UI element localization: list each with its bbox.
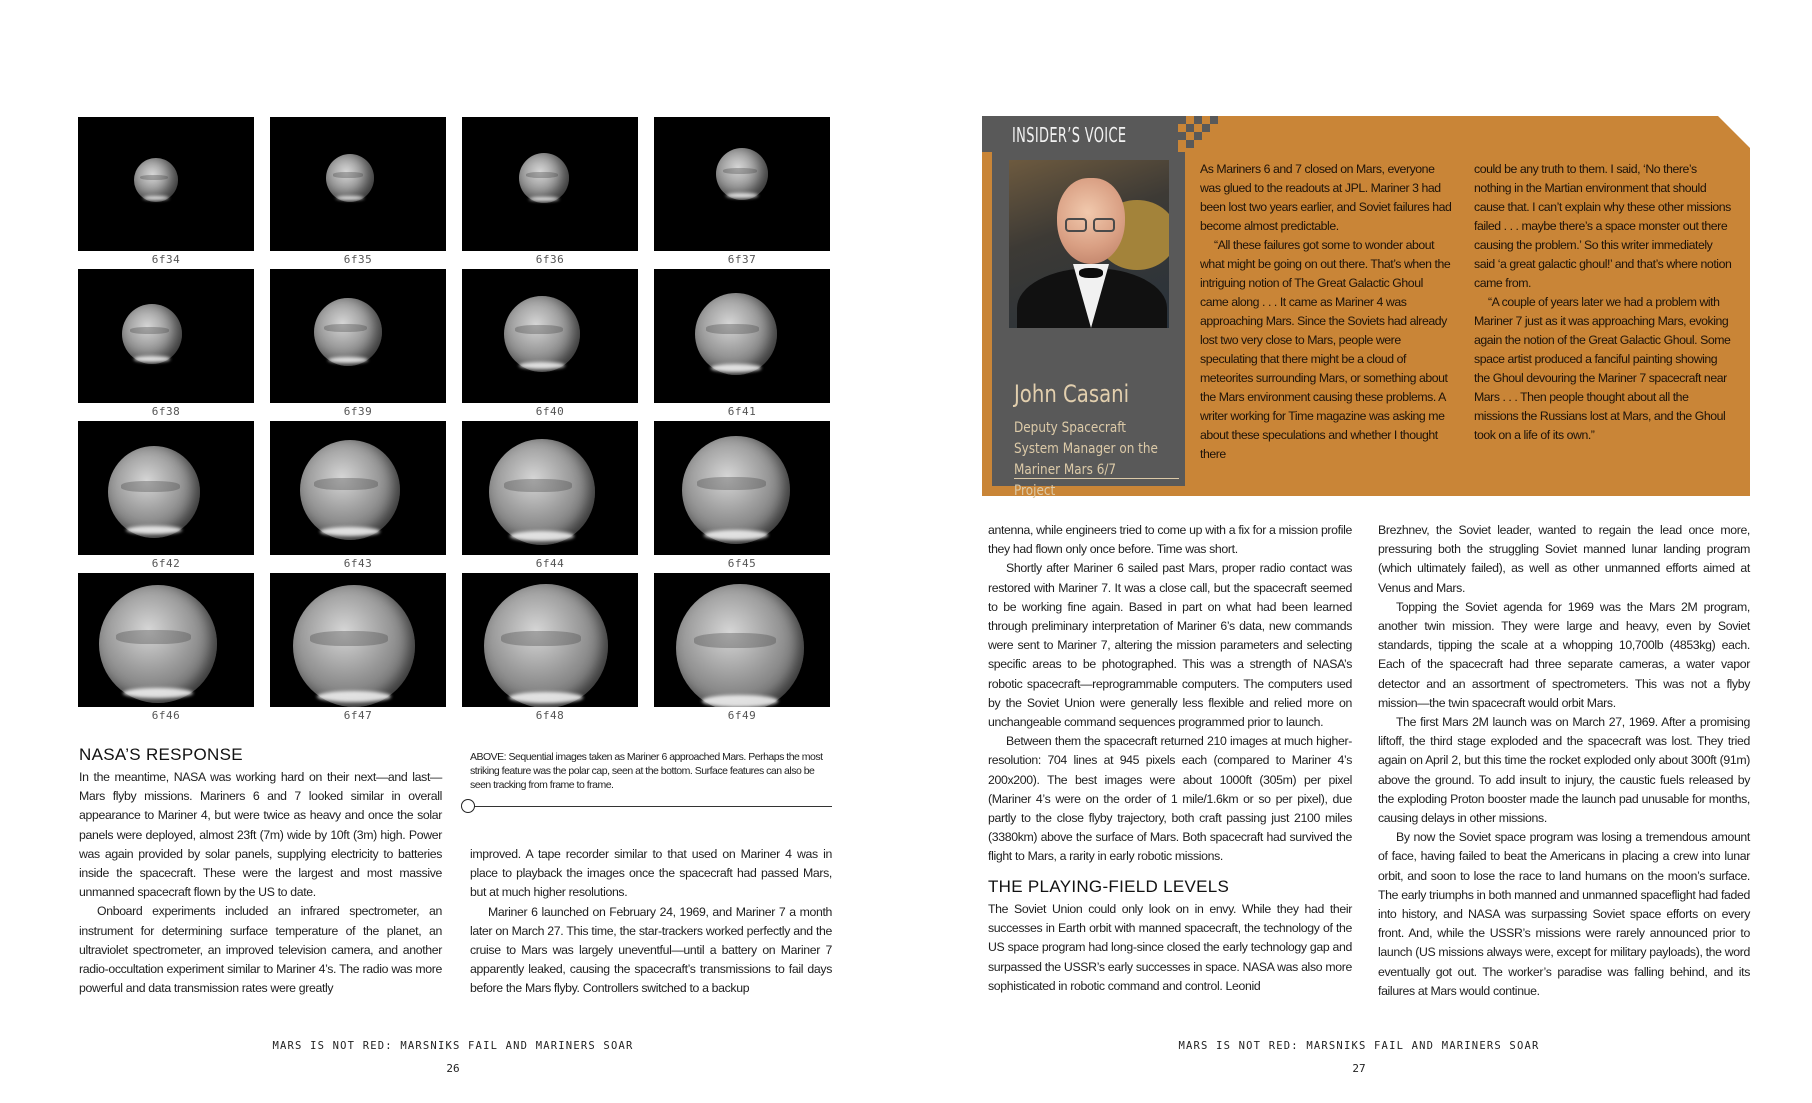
mars-planet-image	[314, 298, 382, 366]
mars-photo	[270, 573, 446, 707]
mars-photo	[654, 573, 830, 707]
running-footer-title: MARS IS NOT RED: MARSNIKS FAIL AND MARINERS SOAR	[272, 1040, 634, 1052]
right-column-1-continued	[988, 900, 1352, 996]
portrait-photo	[1009, 160, 1169, 328]
box-corner-cut	[1716, 114, 1752, 150]
paragraph: antenna, while engineers tried to come up with a fix for a mission profile they had flown only once before. Time was short.	[988, 523, 1352, 557]
paragraph: “All these failures got some to wonder about what might be going on out there. That’s when the intriguing notion of The Great Galactic Ghoul came along . . . It came as Mariner 4 was approaching Mars. Since the Soviets had already lost two very close to Mars, people were speculating that there might be a cloud of meteorites surrounding Mars, or something about the Mars environment causing these problems. A writer working for Time magazine was asking me about these speculations and whether I thought there	[1200, 238, 1451, 461]
portrait-glasses	[1065, 218, 1087, 232]
frame-label: 6f35	[343, 253, 373, 266]
mars-photo	[462, 421, 638, 555]
frame-label: 6f36	[535, 253, 565, 266]
mars-planet-image	[504, 296, 580, 372]
paragraph: By now the Soviet space program was losing a tremendous amount of face, having failed to beat the Americans in placing a crew into lunar orbit, and soon to lose the race to land humans on the moon’s surface. The early triumphs in both manned and unmanned spaceflight had faded into history, and NASA was surpassing Soviet space efforts on every front. And, while the USSR’s missions were rarely announced prior to launch (US missions always were, except for military payloads), the word eventually got out. The worker’s paradise was falling behind, and its failures at Mars would continue.	[1378, 830, 1751, 998]
mars-planet-image	[134, 158, 178, 202]
mars-frame-6f35	[270, 117, 446, 269]
mars-photo	[78, 421, 254, 555]
mars-planet-image	[489, 439, 595, 545]
paragraph: In the meantime, NASA was working hard on their next—and last—Mars flyby missions. Mariners 6 and 7 looked similar in overall appearance to Mariner 4, but were twice as heavy and once the solar panels were deployed, almost 23ft (7m) wide by 10ft (3m) high. Power was again provided by solar panels, supplying electricity to batteries inside the spacecraft. These were the largest and most massive unmanned spacecraft flown by the US to date.	[79, 770, 442, 900]
mars-photo	[462, 117, 638, 251]
pixel-decoration	[1202, 124, 1210, 132]
paragraph: As Mariners 6 and 7 closed on Mars, everyone was glued to the readouts at JPL. Mariner 3 had been lost two years earlier, and Soviet failures had become almost predictable.	[1200, 162, 1452, 233]
mars-photo	[78, 117, 254, 251]
mars-frame-6f41	[654, 269, 830, 421]
caption-marker-icon	[461, 799, 475, 813]
right-page	[906, 0, 1812, 1103]
mars-frame-6f40	[462, 269, 638, 421]
mars-frame-6f39	[270, 269, 446, 421]
pixel-decoration	[1194, 116, 1202, 124]
frame-label: 6f45	[727, 557, 757, 570]
pixel-decoration	[1186, 140, 1194, 148]
mars-planet-image	[484, 584, 608, 707]
pixel-decoration	[1178, 116, 1186, 124]
mars-photo	[654, 269, 830, 403]
insider-column-2	[1474, 160, 1732, 445]
frame-label: 6f42	[151, 557, 181, 570]
mars-photo	[270, 421, 446, 555]
frame-label: 6f37	[727, 253, 757, 266]
left-column-2	[470, 845, 832, 999]
frame-label: 6f34	[151, 253, 181, 266]
mars-frame-6f37	[654, 117, 830, 269]
image-caption: ABOVE: Sequential images taken as Mariner 6 approached Mars. Perhaps the most striking feature was the polar cap, seen at the bottom. Surface features can also be seen tracking from frame to frame.	[470, 751, 823, 791]
mars-frame-6f34	[78, 117, 254, 269]
paragraph: Topping the Soviet agenda for 1969 was the Mars 2M program, another twin mission. They were large and heavy, even by Soviet standards, tipping the scale at a whopping 10,700lb (4853kg) each. Each of the spacecraft had three separate cameras, a water vapor detector and an assortment of spectrometers. This was not a flyby mission—the twin spacecraft would orbit Mars.	[1378, 599, 1750, 710]
section-heading-nasas-response: NASA’S RESPONSE	[79, 745, 243, 764]
insiders-voice-box	[982, 116, 1750, 499]
right-column-2	[1378, 521, 1750, 1001]
frame-label: 6f39	[343, 405, 373, 418]
mars-planet-image	[108, 446, 200, 538]
insider-column-1	[1200, 160, 1454, 464]
pixel-decoration	[1186, 124, 1194, 132]
frame-label: 6f41	[727, 405, 757, 418]
mars-planet-image	[326, 154, 374, 202]
paragraph: could be any truth to them. I said, ‘No there’s nothing in the Martian environment that should cause that. I can’t explain why these other missions failed . . . maybe there’s a space monster out there causing the problem.’ So this writer immediately said ‘a great galactic ghoul!’ and that’s where notion came from.	[1474, 162, 1732, 290]
mars-planet-image	[682, 436, 790, 544]
page-number: 27	[1352, 1062, 1366, 1075]
mars-photo	[78, 269, 254, 403]
person-title: Deputy Spacecraft System Manager on the Mariner Mars 6/7 Project	[1014, 420, 1158, 499]
mars-planet-image	[122, 304, 182, 364]
paragraph: Brezhnev, the Soviet leader, wanted to regain the lead once more, pressuring both the struggling Soviet manned lunar landing program (which ultimately failed), as well as other unmanned efforts aimed at Venus and Mars.	[1378, 523, 1750, 595]
frame-label: 6f48	[535, 709, 565, 722]
insiders-voice-label: INSIDER’S VOICE	[1012, 123, 1127, 147]
mars-photo	[654, 421, 830, 555]
mars-frame-6f47	[270, 573, 446, 725]
mars-frame-6f48	[462, 573, 638, 725]
paragraph: The first Mars 2M launch was on March 27, 1969. After a promising liftoff, the third stage exploded and the spacecraft was lost. They tried again on April 2, but this time the rocket exploded only about 300ft (91m) above the ground. To add insult to injury, the caustic fuels released by the exploding Proton booster made the launch pad unusable for months, causing delays in other missions.	[1378, 715, 1750, 826]
pixel-decoration	[1178, 132, 1186, 140]
pixel-decoration	[1194, 132, 1202, 140]
mars-frame-6f44	[462, 421, 638, 573]
mars-frame-6f49	[654, 573, 830, 725]
mars-planet-image	[99, 585, 217, 703]
right-column-1	[988, 521, 1352, 867]
frame-label: 6f49	[727, 709, 757, 722]
portrait-bow-tie	[1079, 268, 1103, 278]
paragraph: improved. A tape recorder similar to that used on Mariner 4 was in place to playback the images once the spacecraft had passed Mars, but at much higher resolutions.	[470, 847, 832, 900]
section-heading-playing-field-levels: THE PLAYING-FIELD LEVELS	[988, 877, 1230, 896]
frame-label: 6f46	[151, 709, 181, 722]
paragraph: “A couple of years later we had a problem with Mariner 7 just as it was approaching Mars, evoking again the notion of the Great Galactic Ghoul. Some space artist produced a fanciful painting showing the Ghoul devouring the Mariner 7 spacecraft near Mars . . . Then people thought about all the missions the Russians lost at Mars, and the Ghoul took on a life of its own.”	[1474, 295, 1731, 442]
profile-rule	[1014, 478, 1179, 479]
paragraph: Between them the spacecraft returned 210 images at much higher-resolution: 704 lines at 945 pixels each (compared to Mariner 4’s 200x200). The best images were about 1000ft (305m) per pixel (Mariner 4’s were on the order of 1 mile/1.6km or so per pixel), due partly to the close flyby trajectory, both craft passing just 2100 miles (3380km) above the surface of Mars. Both spacecraft had survived the flight to Mars, a rarity in early robotic missions.	[988, 734, 1352, 864]
paragraph: Mariner 6 launched on February 24, 1969, and Mariner 7 a month later on March 27. This time, the star-trackers worked perfectly and the cruise to Mars was largely uneventful—until a battery on Mariner 7 apparently leaked, causing the spacecraft’s transmissions to fail days before the Mars flyby. Controllers switched to a backup	[470, 904, 832, 996]
running-footer-title: MARS IS NOT RED: MARSNIKS FAIL AND MARINERS SOAR	[1178, 1040, 1540, 1052]
mars-photo	[270, 269, 446, 403]
mars-photo	[270, 117, 446, 251]
person-name: John Casani	[1014, 380, 1130, 408]
profile-panel	[992, 152, 1185, 499]
frame-label: 6f44	[535, 557, 565, 570]
portrait-glasses	[1093, 218, 1115, 232]
mars-frame-6f43	[270, 421, 446, 573]
mars-frame-6f45	[654, 421, 830, 573]
mars-planet-image	[519, 153, 569, 203]
paragraph: The Soviet Union could only look on in envy. While they had their successes in Earth orbit with manned spacecraft, the technology of the US space program had long-since closed the early technology gap and surpassed the USSR’s early successes in space. NASA was also more sophisticated in robotic command and control. Leonid	[988, 902, 1352, 993]
mars-photo	[462, 573, 638, 707]
paragraph: Onboard experiments included an infrared spectrometer, an instrument for determining surface temperature of the planet, an ultraviolet spectrometer, an improved television camera, and another radio-occultation experiment similar to Mariner 4’s. The radio was more powerful and data transmission rates were greatly	[79, 904, 442, 996]
frame-label: 6f47	[343, 709, 373, 722]
page-number: 26	[446, 1062, 460, 1075]
mars-planet-image	[300, 440, 400, 540]
frame-label: 6f40	[535, 405, 565, 418]
mars-planet-image	[676, 584, 804, 707]
mars-photo	[654, 117, 830, 251]
insiders-voice-tab	[982, 116, 1178, 152]
mars-frame-6f46	[78, 573, 254, 725]
mars-frame-6f42	[78, 421, 254, 573]
frame-label: 6f43	[343, 557, 373, 570]
pixel-decoration	[1210, 116, 1218, 124]
mars-planet-image	[293, 585, 415, 707]
paragraph: Shortly after Mariner 6 sailed past Mars, proper radio contact was restored with Mariner 7. It was a close call, but the spacecraft seemed to be working fine again. Based in part on what had been learned through preliminary interpretation of Mariner 6’s data, new commands were sent to Mariner 7, altering the mission parameters and selecting specific areas to be photographed. This was a strength of NASA’s robotic spacecraft—reprogrammable computers. The computers used by the Soviet Union were generally less flexible and relied more on unchangeable command sequences programmed prior to launch.	[988, 561, 1352, 730]
mars-frame-6f38	[78, 269, 254, 421]
mars-photo	[462, 269, 638, 403]
left-column-1	[79, 768, 442, 998]
mars-photo	[78, 573, 254, 707]
mars-planet-image	[716, 148, 768, 200]
mars-frame-6f36	[462, 117, 638, 269]
mars-planet-image	[695, 293, 777, 375]
frame-label: 6f38	[151, 405, 181, 418]
caption-rule	[464, 806, 832, 807]
